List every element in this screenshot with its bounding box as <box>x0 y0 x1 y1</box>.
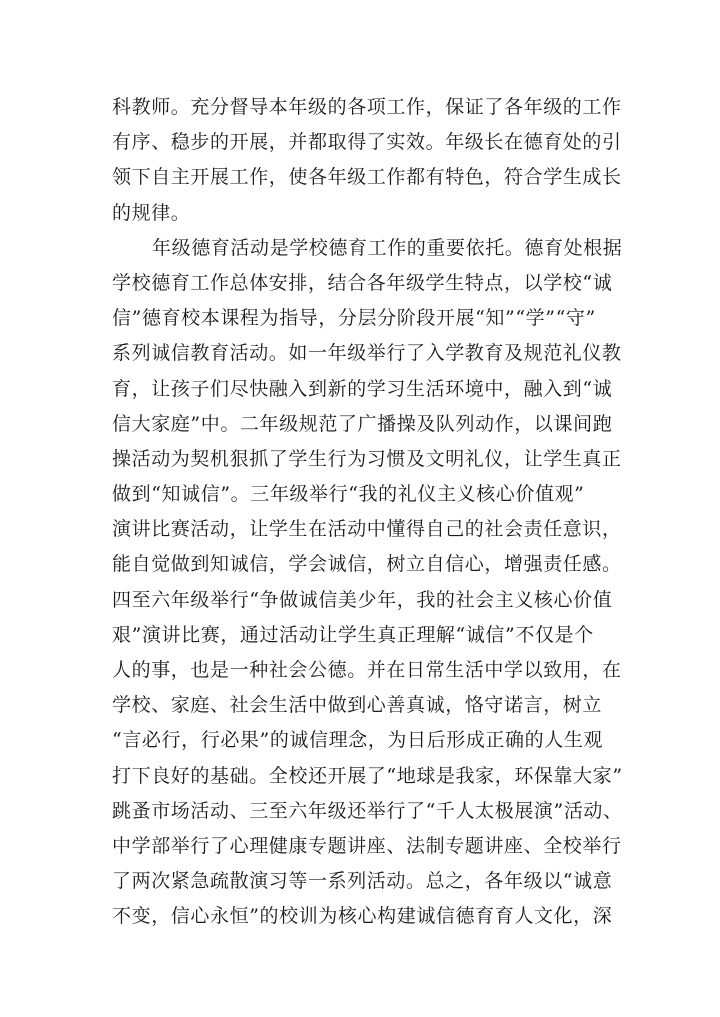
text-line: “言必行，行必果”的诚信理念，为日后形成正确的人生观 <box>112 729 604 752</box>
text-line: 信”德育校本课程为指导，分层分阶段开展“知”“学”“守” <box>112 307 596 330</box>
text-line: 有序、稳步的开展，并都取得了实效。年级长在德育处的引 <box>112 131 622 154</box>
text-line: 学校德育工作总体安排，结合各年级学生特点，以学校“诚 <box>112 271 613 294</box>
text-line: 能自觉做到知诚信，学会诚信，树立自信心，增强责任感。 <box>112 553 622 576</box>
text-line: 信大家庭”中。二年级规范了广播操及队列动作，以课间跑 <box>112 412 613 435</box>
text-line: 演讲比赛活动，让学生在活动中懂得自己的社会责任意识， <box>112 518 622 541</box>
text-line: 不变，信心永恒”的校训为核心构建诚信德育育人文化，深 <box>112 905 613 928</box>
body-text <box>112 90 623 935</box>
text-line: 操活动为契机狠抓了学生行为习惯及文明礼仪，让学生真正 <box>112 447 622 470</box>
text-line: 的规律。 <box>112 201 191 224</box>
text-line: 科教师。充分督导本年级的各项工作，保证了各年级的工作 <box>112 96 622 118</box>
text-line: 学校、家庭、社会生活中做到心善真诚，恪守诺言，树立 <box>112 694 603 717</box>
text-line: 了两次紧急疏散演习等一系列活动。总之，各年级以“诚意 <box>112 870 613 893</box>
text-line: 育，让孩子们尽快融入到新的学习生活环境中，融入到“诚 <box>112 377 613 400</box>
text-line: 打下良好的基础。全校还开展了“地球是我家，环保靠大家” <box>112 764 623 787</box>
text-line: 中学部举行了心理健康专题讲座、法制专题讲座、全校举行 <box>112 834 622 857</box>
text-line: 做到“知诚信”。三年级举行“我的礼仪主义核心价值观” <box>112 483 585 506</box>
text-line: 四至六年级举行“争做诚信美少年，我的社会主义核心价值 <box>112 588 613 611</box>
text-line: 艰”演讲比赛，通过活动让学生真正理解“诚信”不仅是个 <box>112 623 594 646</box>
text-line: 系列诚信教育活动。如一年级举行了入学教育及规范礼仪教 <box>112 342 622 365</box>
text-line: 年级德育活动是学校德育工作的重要依托。德育处根据 <box>152 236 623 259</box>
text-line: 跳蚤市场活动、三至六年级还举行了“千人太极展演”活动、 <box>112 799 623 822</box>
paragraph-1 <box>112 90 622 231</box>
text-line: 领下自主开展工作，使各年级工作都有特色，符合学生成长 <box>112 166 622 189</box>
text-line: 人的事，也是一种社会公德。并在日常生活中学以致用，在 <box>112 659 622 681</box>
paragraph-2 <box>112 231 623 935</box>
